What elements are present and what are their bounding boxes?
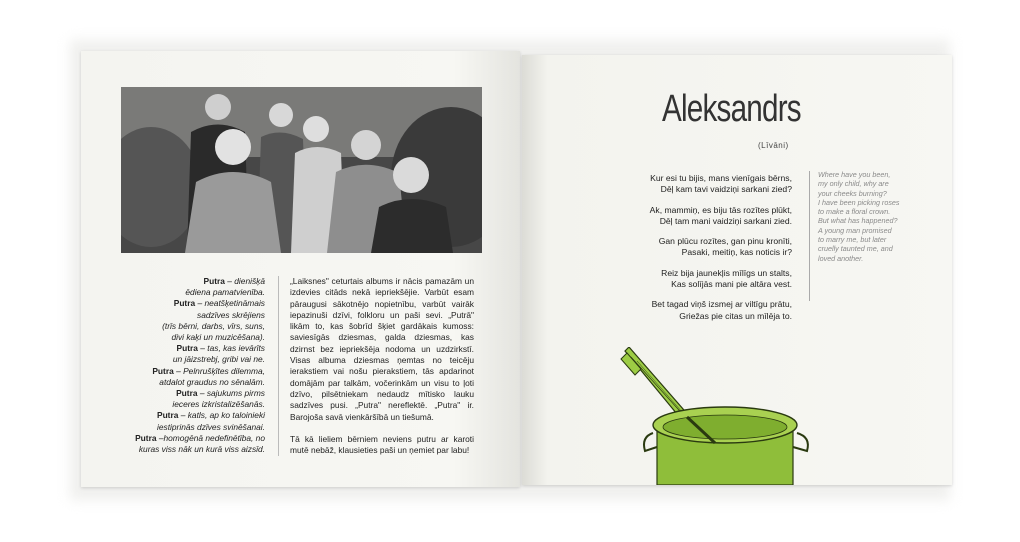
definition-line: Putra – katls, ap ko taloinieki	[156, 410, 265, 421]
translation-line: Where have you been,	[818, 170, 891, 179]
lyrics-line: Kur esi tu bijis, mans vienīgais bērns,	[650, 173, 792, 183]
lyrics-line: Ak, mammiņ, es biju tās rozītes plūkt,	[649, 204, 792, 215]
definition-line: Putra – Pelnrušķītes dilemma,	[152, 365, 265, 376]
band-photo	[121, 87, 482, 253]
definition-line: ēdiena pamatvienība.	[185, 287, 265, 298]
translation-line: my only child, why are	[818, 179, 889, 189]
lyrics-line: Pasaki, meitiņ, kas noticis ir?	[681, 247, 792, 258]
definition-line: divi kaķi un muzicēšana).	[171, 332, 265, 343]
lyrics-line: Dēļ tam mani vaidziņi sarkani zied.	[659, 215, 792, 226]
band-photo-illustration	[121, 87, 482, 253]
song-origin: (Līvāni)	[758, 141, 789, 150]
lyrics-line: Reiz bija jaunekļis mīlīgs un stalts,	[661, 267, 792, 278]
translation-line: to make a floral crown.	[818, 207, 891, 217]
lyrics-stanza	[602, 173, 792, 196]
lyrics-line: Kas solījās mani pie altāra vest.	[671, 279, 792, 290]
column-divider	[278, 276, 279, 456]
definition-line: Putra – neatšķetināmais	[173, 298, 265, 309]
lyrics-stanza	[602, 236, 792, 259]
definition-line: un jāizstrebj, gribi vai ne.	[172, 354, 265, 365]
translation-line: cruelly taunted me, and	[818, 244, 893, 254]
translation-line: I have been picking roses	[818, 197, 900, 207]
english-translation	[818, 170, 922, 263]
definition-line: Putra – tas, kas ievārīts	[176, 343, 265, 354]
definition-line: ieceres izkristalizēšanās.	[172, 399, 265, 410]
right-page	[522, 55, 952, 485]
definition-line: Putra – sajukums pirms	[176, 388, 265, 399]
lyrics-stanza	[602, 268, 792, 291]
lyrics-divider	[809, 171, 810, 301]
album-description	[290, 276, 474, 467]
description-paragraph: „Laiksnes" ceturtais albums ir nācis pamazām un izdevies citāds nekā iepriekšējie. Varbūt esam pāraugusi sākotnējo nopietnību, varbūt vairāk iepazinuši dzīvi, folkloru un paši sevi. „Putrā" likām to, kas šobrīd šķiet gardākais kumoss: saviesīgās dziesmas, galda dziesmas, kas dzirnst bez iepriekšēja nodoma un uzdzirkstī. Visas albuma dziesmas ņemtas no teicēju ierakstiem vai nošu pierakstiem, tās apdarinot domājām par talkām, vočerinkām un visu to ļoti dzīvo, pilsētniekam nedaudz mītisko lauku sadzīves pusi. „Putra" nereflektē. „Putra" ir. Barojoša savā vienkāršībā un tiešumā.	[290, 276, 474, 422]
definition-line: Putra – dienišķā	[203, 276, 265, 286]
song-lyrics	[602, 173, 792, 331]
translation-line: A young man promised	[818, 225, 892, 235]
lyrics-line: Gan plūcu rozītes, gan pinu kronīti,	[658, 236, 792, 247]
putra-definitions	[121, 276, 265, 455]
lyrics-line: Griežas pie citas un mīlēja to.	[679, 310, 792, 321]
description-paragraph: Tā kā lieliem bērniem neviens putru ar karoti mutē nebāž, klausieties paši un ņemiet par labu!	[290, 433, 474, 456]
definition-line: (trīs bērni, darbs, vīrs, suns,	[162, 320, 265, 331]
lyrics-line: Bet tagad viņš izsmej ar viltīgu prātu,	[651, 299, 792, 310]
song-title: Aleksandrs	[662, 88, 801, 130]
translation-line: to marry me, but later	[818, 235, 887, 245]
translation-line: your cheeks burning?	[818, 188, 887, 198]
lyrics-stanza	[602, 205, 792, 228]
lyrics-stanza	[602, 299, 792, 322]
left-page	[81, 51, 520, 487]
porridge-pot-illustration	[617, 347, 817, 485]
definition-line: iestiprinās dzīves svinēšanai.	[157, 421, 265, 432]
translation-line: loved another.	[818, 253, 864, 263]
definition-line: Putra –homogēnā nedefinētība, no	[135, 432, 265, 443]
translation-line: But what has happened?	[818, 216, 898, 226]
lyrics-line: Dēļ kam tavi vaidziņi sarkani zied?	[660, 184, 792, 195]
definition-line: atdalot graudus no sēnalām.	[159, 376, 265, 387]
definition-line: kuras viss nāk un kurā viss aizsīd.	[138, 444, 265, 455]
definition-line: sadzīves skrējiens	[197, 309, 265, 320]
